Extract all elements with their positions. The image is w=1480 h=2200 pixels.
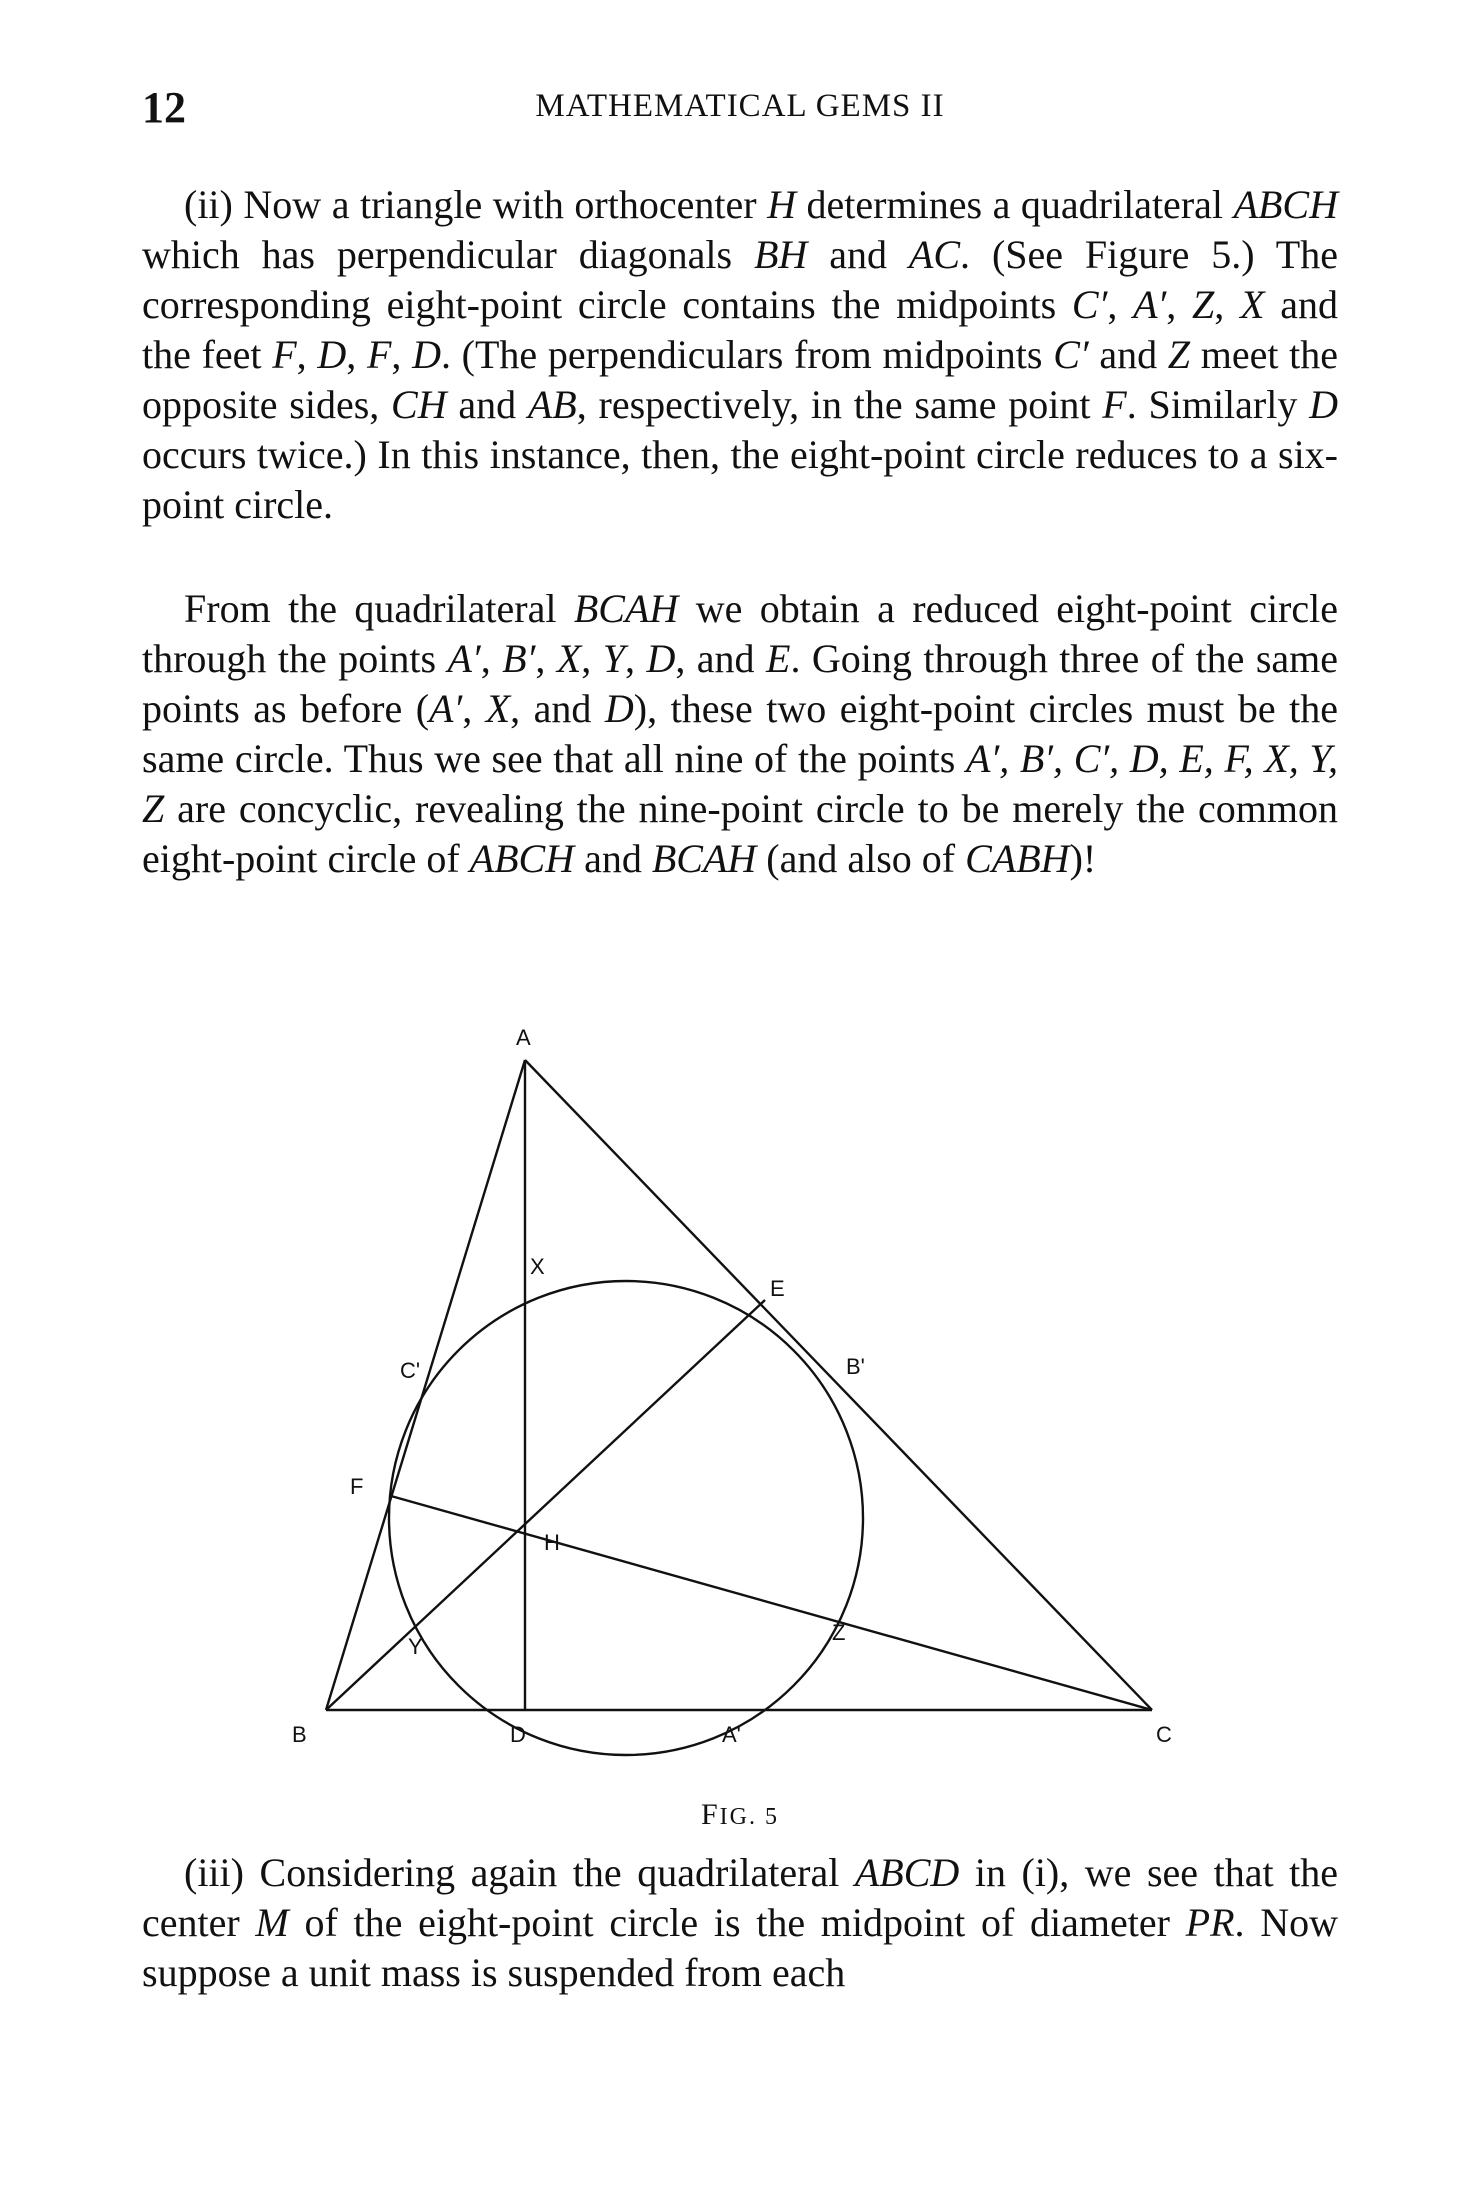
altitude-be (326, 1300, 765, 1710)
label-e: E (770, 1276, 785, 1301)
label-c-prime: C' (400, 1358, 421, 1383)
page-header (142, 82, 1338, 132)
label-a-prime: A' (722, 1722, 741, 1747)
side-ca (525, 1060, 1152, 1710)
figure-5 (0, 990, 1480, 1770)
nine-point-circle-diagram (0, 990, 1480, 1770)
nine-point-circle (389, 1281, 863, 1755)
label-c: C (1156, 1722, 1172, 1747)
paragraph-ii: (ii) Now a triangle with orthocenter H determines a quadrilateral ABCH which has perpendicular diagonals BH and AC. (See Figure 5.) The corresponding eight-point circle contains the midpoints C′, A′, Z, X and the feet F, D, F, D. (The perpendiculars from midpoints C′ and Z meet the opposite sides, CH and AB, respectively, in the same point F. Similarly D occurs twice.) In this instance, then, the eight-point circle reduces to a six-point circle. (142, 182, 1339, 527)
figure-caption: FIG. 5 (700, 1798, 779, 1831)
label-h: H (544, 1530, 560, 1555)
paragraph-bcah: From the quadrilateral BCAH we obtain a reduced eight-point circle through the points A′, B′, X, Y, D, and E. Going through three of the same points as before (A′, X, and D), these two eight-point circles must be the same circle. Thus we see that all nine of the points A′, B′, C′, D, E, F, X, Y, Z are concyclic, revealing the nine-point circle to be merely the common eight-point circle of ABCH and BCAH (and also of CABH)! (142, 586, 1339, 881)
paragraph-iii: (iii) Considering again the quadrilateral ABCD in (i), we see that the center M of the eight-point circle is the midpoint of diameter PR. Now suppose a unit mass is suspended from each (142, 1850, 1339, 1995)
label-y: Y (408, 1634, 423, 1659)
label-z: Z (832, 1620, 846, 1645)
label-b-prime: B' (846, 1354, 865, 1379)
side-ab (326, 1060, 525, 1710)
altitude-cf (391, 1496, 1152, 1710)
running-title: MATHEMATICAL GEMS II (535, 88, 945, 124)
label-f: F (350, 1474, 364, 1499)
label-d: D (510, 1722, 526, 1747)
label-b: B (292, 1722, 307, 1747)
label-a: A (516, 1025, 531, 1050)
page-number: 12 (142, 83, 186, 132)
label-x: X (530, 1254, 545, 1279)
